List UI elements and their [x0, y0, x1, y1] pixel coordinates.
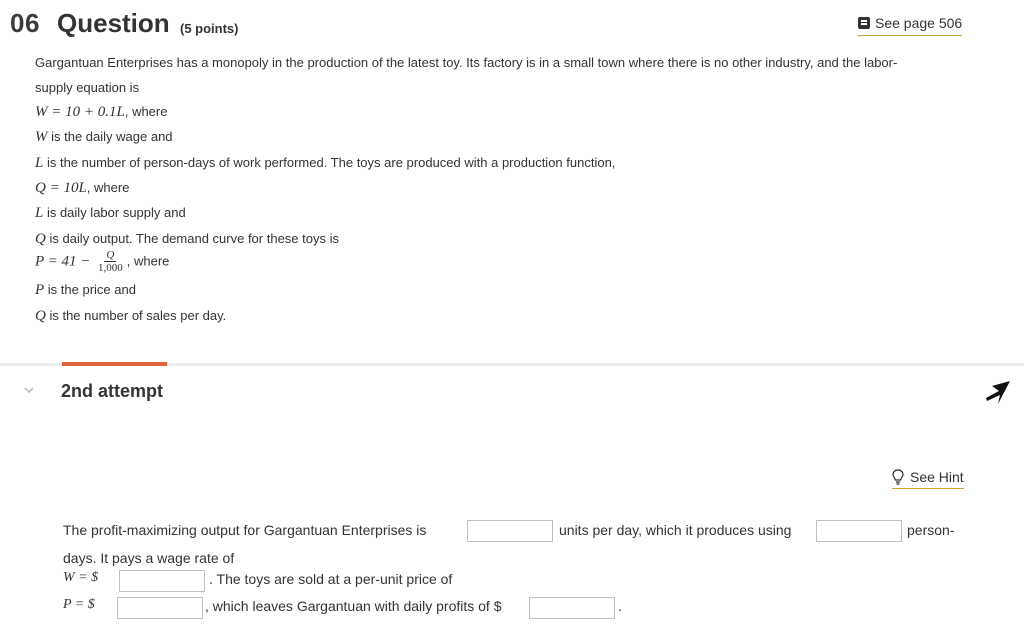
stem-line-10: P is the price and — [35, 282, 136, 298]
stem-line-2: supply equation is — [35, 80, 140, 95]
labor-supply-equation: W = 10 + 0.1L — [35, 104, 125, 120]
see-page-link[interactable] — [858, 12, 962, 36]
answer-text-2: units per day, which it produces using — [559, 522, 792, 538]
stem-line-3: W = 10 + 0.1L, where — [35, 104, 168, 120]
see-hint-link[interactable] — [892, 466, 964, 489]
demand-equation: P = 41 − — [35, 253, 91, 270]
answer-text-3: person- — [907, 522, 955, 538]
attempt-tab-indicator — [62, 362, 167, 366]
price-input[interactable] — [117, 597, 203, 619]
answer-text-7: . — [618, 598, 622, 614]
book-icon — [858, 17, 870, 29]
demand-fraction: $\frac{Q}{1,000}$ — [98, 249, 123, 274]
wage-input[interactable] — [119, 570, 205, 592]
labor-input[interactable] — [816, 520, 902, 542]
output-input[interactable] — [467, 520, 553, 542]
wage-label: W = $ — [63, 570, 99, 585]
cursor-arrow-icon — [982, 378, 1016, 408]
stem-line-1: Gargantuan Enterprises has a monopoly in the production of the latest toy. Its factory is in a small town where there is no other industry, and the labor- — [35, 55, 898, 70]
stem-line-9: P = 41 − $\frac{Q}{1,000}$ , where — [35, 249, 170, 274]
stem-line-5: L is the number of person-days of work performed. The toys are produced with a production function, — [35, 155, 616, 171]
answer-text-1: The profit-maximizing output for Gargantuan Enterprises is — [63, 522, 427, 538]
answer-text-6: , which leaves Gargantuan with daily profits of $ — [205, 598, 502, 614]
question-points: (5 points) — [180, 21, 239, 36]
stem-line-7: L is daily labor supply and — [35, 205, 186, 221]
question-label: Question — [57, 8, 170, 38]
answer-text-4: days. It pays a wage rate of — [63, 550, 235, 566]
stem-line-8: Q is daily output. The demand curve for these toys is — [35, 231, 339, 247]
chevron-down-icon[interactable] — [24, 385, 34, 395]
stem-line-6: Q = 10L, where — [35, 180, 130, 196]
answer-text-5: . The toys are sold at a per-unit price of — [209, 571, 453, 587]
see-hint-label: See Hint — [910, 469, 964, 485]
profit-input[interactable] — [529, 597, 615, 619]
stem-line-11: Q is the number of sales per day. — [35, 308, 227, 324]
production-function: Q = 10L — [35, 180, 87, 196]
question-number: 06 — [10, 8, 40, 38]
attempt-title: 2nd attempt — [61, 381, 164, 401]
price-label: P = $ — [63, 597, 95, 612]
see-page-label: See page 506 — [875, 15, 963, 31]
stem-line-4: W is the daily wage and — [35, 129, 173, 145]
lightbulb-icon — [892, 469, 904, 485]
